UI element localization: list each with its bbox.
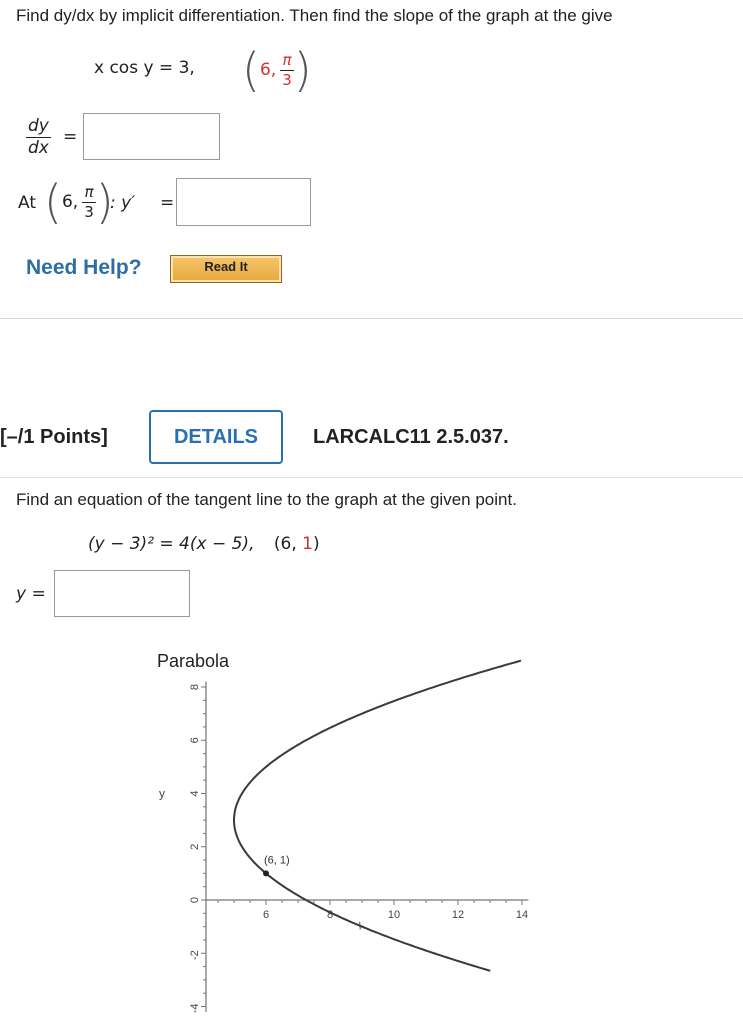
- details-button[interactable]: DETAILS: [149, 410, 283, 464]
- at-label: At: [18, 193, 36, 213]
- x-tick-label: 12: [451, 909, 465, 921]
- y-tick-label: 0: [189, 897, 201, 904]
- parabola-chart: [140, 645, 560, 1024]
- point-marker: [263, 870, 269, 876]
- y-tick-label: 2: [189, 843, 201, 850]
- tangent-answer-input[interactable]: [54, 570, 190, 617]
- tangent-y-label: y =: [16, 584, 46, 604]
- header-divider: [0, 477, 743, 478]
- x-tick-label: 10: [387, 909, 401, 921]
- chart-title: Parabola: [157, 651, 230, 671]
- q2-equation: (y − 3)² = 4(x − 5), (6, 1): [88, 534, 320, 554]
- section-divider: [0, 318, 743, 319]
- q2-at-point: (6, $\frac{\pi}{3}$ ): [44, 175, 114, 229]
- points-label: [–/1 Points]: [0, 426, 108, 448]
- y-tick-label: 4: [189, 790, 201, 797]
- slope-answer-input[interactable]: [176, 178, 311, 226]
- dydx-equals: =: [63, 127, 78, 147]
- y-tick-label: 8: [189, 684, 201, 691]
- chart-ticks: [159, 684, 528, 1013]
- chart-axes: [206, 682, 528, 1012]
- q1-instruction: Find dy/dx by implicit differentiation. Then find the slope of the graph at the give: [16, 6, 613, 25]
- x-axis-label: x: [352, 917, 367, 933]
- need-help-label: Need Help?: [26, 256, 142, 279]
- q1-point-fraction: $\frac{\pi}{3}$: [282, 50, 292, 89]
- point-annotation: (6, 1): [264, 854, 290, 867]
- dydx-answer-input[interactable]: [83, 113, 220, 160]
- q2-point: (6, 1): [273, 534, 320, 554]
- y-tick-label: -4: [189, 1003, 201, 1014]
- q1-equation: x cos y = 3,: [94, 58, 195, 78]
- yprime-label: : y′: [110, 193, 136, 213]
- parabola-line: [234, 661, 521, 971]
- q2-instruction: Find an equation of the tangent line to the graph at the given point.: [16, 490, 517, 509]
- yprime-equals: =: [160, 193, 175, 213]
- chart-curve: [234, 661, 521, 971]
- x-tick-label: 6: [262, 909, 270, 921]
- y-tick-label: -2: [189, 950, 201, 961]
- x-tick-label: 14: [515, 909, 529, 921]
- y-axis-label: y: [159, 786, 165, 801]
- q1-point-x: 6,: [259, 60, 277, 80]
- dydx-label: $\frac{dy}{dx}$: [28, 116, 49, 158]
- q1-point: (6, $\frac{\pi}{3}$ ): [242, 43, 312, 97]
- problem-code: LARCALC11 2.5.037.: [313, 426, 509, 448]
- y-tick-label: 6: [189, 737, 201, 744]
- chart-marks: [263, 854, 290, 876]
- x-tick-label: 8: [326, 909, 334, 921]
- read-it-button[interactable]: Read It: [170, 255, 282, 283]
